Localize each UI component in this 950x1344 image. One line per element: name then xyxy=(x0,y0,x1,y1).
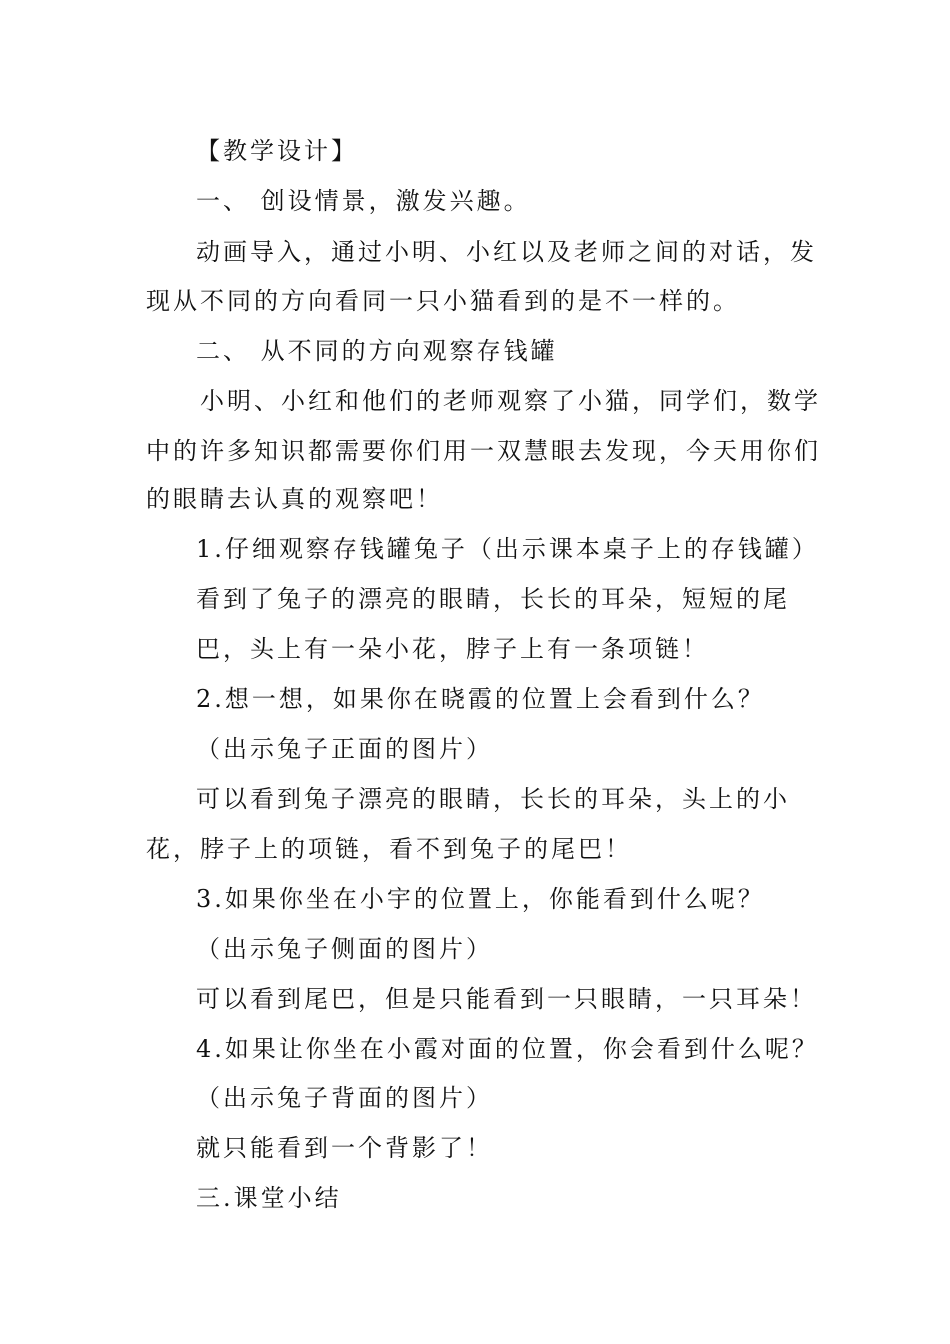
paragraph-line: 动画导入，通过小明、小红以及老师之间的对话，发 xyxy=(196,238,817,266)
section-heading-teaching-design: 【教学设计】 xyxy=(196,137,358,165)
paragraph-line: 现从不同的方向看同一只小猫看到的是不一样的。 xyxy=(146,287,740,315)
paragraph-line: 看到了兔子的漂亮的眼睛，长长的耳朵，短短的尾 xyxy=(196,585,790,613)
paragraph-line: 就只能看到一个背影了！ xyxy=(196,1134,493,1162)
paragraph-line: （出示兔子正面的图片） xyxy=(196,735,493,763)
paragraph-line: 巴，头上有一朵小花，脖子上有一条项链！ xyxy=(196,635,709,663)
section-heading-2: 二、 从不同的方向观察存钱罐 xyxy=(196,337,558,365)
section-heading-1: 一、 创设情景，激发兴趣。 xyxy=(196,187,531,215)
list-item: 2.想一想，如果你在晓霞的位置上会看到什么？ xyxy=(196,685,765,713)
paragraph-line: 花，脖子上的项链，看不到兔子的尾巴！ xyxy=(146,835,632,863)
paragraph-line: 中的许多知识都需要你们用一双慧眼去发现，今天用你们 xyxy=(146,437,821,465)
paragraph-line: （出示兔子侧面的图片） xyxy=(196,935,493,963)
list-item: 3.如果你坐在小宇的位置上，你能看到什么呢？ xyxy=(196,885,765,913)
paragraph-line: （出示兔子背面的图片） xyxy=(196,1084,493,1112)
paragraph-line: 的眼睛去认真的观察吧！ xyxy=(146,485,443,513)
section-heading-3: 三.课堂小结 xyxy=(196,1184,342,1212)
paragraph-line: 可以看到兔子漂亮的眼睛，长长的耳朵，头上的小 xyxy=(196,785,790,813)
paragraph-line: 小明、小红和他们的老师观察了小猫，同学们，数学 xyxy=(200,387,821,415)
paragraph-line: 可以看到尾巴，但是只能看到一只眼睛，一只耳朵！ xyxy=(196,985,817,1013)
list-item: 1.仔细观察存钱罐兔子（出示课本桌子上的存钱罐） xyxy=(196,535,819,563)
list-item: 4.如果让你坐在小霞对面的位置，你会看到什么呢？ xyxy=(196,1035,819,1063)
